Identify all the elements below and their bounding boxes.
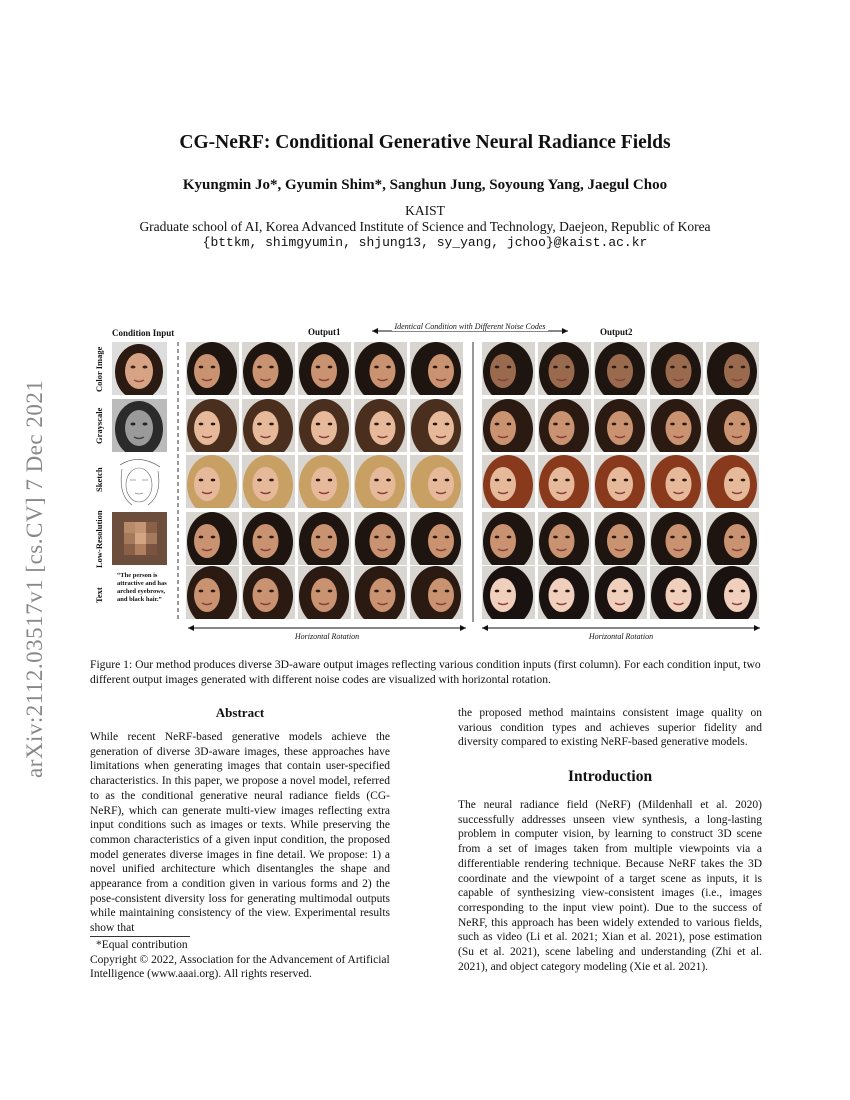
- output-face-r4-c0: [186, 566, 239, 619]
- output-face-r0-c4: [410, 342, 463, 395]
- condition-grayscale-image: [112, 399, 167, 452]
- row-label-text: Text: [94, 587, 104, 603]
- output-face-r0-c5: [482, 342, 535, 395]
- output-face-r3-c9: [706, 512, 759, 565]
- output-separator: [471, 342, 475, 622]
- output-face-r3-c2: [298, 512, 351, 565]
- output-face-r2-c9: [706, 455, 759, 508]
- abstract-heading: Abstract: [215, 705, 265, 720]
- output-face-r2-c7: [594, 455, 647, 508]
- figure-caption: Figure 1: Our method produces diverse 3D-aware output images reflecting various condition inputs (first column). For each condition input, two different output images generated with different noise codes are visualized with horizontal rotation.: [90, 658, 761, 686]
- condition-low-resolution-image: [112, 512, 167, 565]
- author-list: Kyungmin Jo*, Gyumin Shim*, Sanghun Jung, Soyoung Yang, Jaegul Choo: [182, 177, 668, 193]
- output-face-r4-c6: [538, 566, 591, 619]
- output-face-r4-c7: [594, 566, 647, 619]
- output2-header: Output2: [600, 327, 633, 337]
- row-label-low-resolution: Low-Resolution: [94, 510, 104, 568]
- output1-header: Output1: [308, 327, 341, 337]
- output-face-r1-c7: [594, 399, 647, 452]
- output-face-r2-c6: [538, 455, 591, 508]
- output-face-r2-c4: [410, 455, 463, 508]
- rotation-label-left: Horizontal Rotation: [294, 632, 360, 641]
- paper-title: CG-NeRF: Conditional Generative Neural Radiance Fields: [179, 132, 671, 153]
- output-face-r3-c5: [482, 512, 535, 565]
- figure-1: [90, 322, 762, 644]
- output-face-r2-c0: [186, 455, 239, 508]
- output-face-r0-c3: [354, 342, 407, 395]
- output-face-r3-c3: [354, 512, 407, 565]
- output-face-r4-c9: [706, 566, 759, 619]
- output-face-r0-c6: [538, 342, 591, 395]
- footnote: [90, 936, 410, 982]
- output-face-r0-c2: [298, 342, 351, 395]
- row-label-grayscale: Grayscale: [94, 407, 104, 444]
- output-face-r1-c6: [538, 399, 591, 452]
- output-face-r2-c8: [650, 455, 703, 508]
- output-face-r2-c5: [482, 455, 535, 508]
- condition-input-header: Condition Input: [112, 328, 175, 338]
- output-face-r2-c2: [298, 455, 351, 508]
- output-face-r1-c8: [650, 399, 703, 452]
- output-face-r0-c0: [186, 342, 239, 395]
- output-face-r4-c3: [354, 566, 407, 619]
- output-face-r1-c9: [706, 399, 759, 452]
- output-face-r3-c8: [650, 512, 703, 565]
- output-face-r3-c1: [242, 512, 295, 565]
- svg-text:arXiv:2112.03517v1 [cs.CV] 7: arXiv:2112.03517v1 [cs.CV] 7 Dec 2021: [22, 379, 47, 778]
- output-face-r2-c3: [354, 455, 407, 508]
- affiliation-institution: KAIST: [405, 203, 445, 218]
- output-face-r3-c7: [594, 512, 647, 565]
- output-face-r1-c4: [410, 399, 463, 452]
- output-face-r1-c3: [354, 399, 407, 452]
- condition-text-description: “The person is attractive and has arched eyebrows, and black hair.”: [117, 572, 167, 603]
- abstract-continuation: the proposed method maintains consistent image quality on various condition types and achieves superior fidelity and diversity compared to existing NeRF-based generative models.: [458, 707, 762, 749]
- output-face-r3-c4: [410, 512, 463, 565]
- affiliation-address: Graduate school of AI, Korea Advanced Institute of Science and Technology, Daejeon, Republic of Korea: [139, 219, 711, 234]
- output-face-r0-c9: [706, 342, 759, 395]
- output-face-r1-c2: [298, 399, 351, 452]
- row-label-color-image: Color Image: [94, 346, 104, 392]
- introduction-text: The neural radiance field (NeRF) (Mildenhall et al. 2020) successfully addresses unseen view synthesis, a long-lasting problem in computer vision, by learning to construct 3D scene from a set of images taken from multiple viewpoints via a differentiable rendering technique. Because NeRF takes the 3D coordinate and the viewpoint of a target scene as inputs, it is capable of synthesizing view-consistent images (i.e., images corresponding to the input view point). Due to the success of NeRF, this approach has been widely extended to various fields, such as video (Li et al. 2021; Xian et al. 2021), pose estimation (Su et al. 2021), scene labeling and understanding (Zhi et al. 2021), and object category modeling (Xie et al. 2021).: [458, 799, 762, 973]
- condition-color-image: [112, 342, 167, 395]
- output-face-r0-c8: [650, 342, 703, 395]
- output-face-r3-c0: [186, 512, 239, 565]
- output-face-r1-c0: [186, 399, 239, 452]
- rotation-label-right: Horizontal Rotation: [588, 632, 654, 641]
- footnote-equal-contribution: *Equal contribution: [96, 939, 188, 951]
- output-face-r4-c8: [650, 566, 703, 619]
- condition-sketch-image: [112, 455, 167, 508]
- output-face-r0-c7: [594, 342, 647, 395]
- output-face-r1-c1: [242, 399, 295, 452]
- output-face-r3-c6: [538, 512, 591, 565]
- output-face-r4-c4: [410, 566, 463, 619]
- footnote-copyright: Copyright © 2022, Association for the Advancement of Artificial Intelligence (www.aaai.org). All rights reserved.: [90, 953, 390, 980]
- output-face-r4-c1: [242, 566, 295, 619]
- arxiv-stamp: [6, 300, 56, 780]
- output-face-r4-c5: [482, 566, 535, 619]
- row-label-sketch: Sketch: [94, 467, 104, 492]
- output-face-r0-c1: [242, 342, 295, 395]
- abstract-text: While recent NeRF-based generative models achieve the generation of diverse 3D-aware images, these approaches have limitations when generating images that contain user-specified characteristics. In this paper, we propose a novel model, referred to as the conditional generative neural radiance fields (CG-NeRF), which can generate multi-view images reflecting extra input conditions such as images or texts. While preserving the common characteristics of a given input condition, the proposed model generates diverse images in fine detail. We propose: 1) a novel unified architecture which disentangles the shape and appearance from a condition given in various forms and 2) the pose-consistent diversity loss for generating multimodal outputs while maintaining consistency of the view. Experimental results show that: [90, 731, 390, 935]
- output-face-r2-c1: [242, 455, 295, 508]
- output-face-r1-c5: [482, 399, 535, 452]
- introduction-heading: Introduction: [567, 768, 653, 785]
- noise-codes-label: Identical Condition with Different Noise Codes: [394, 322, 546, 331]
- output-face-r4-c2: [298, 566, 351, 619]
- affiliation-emails: {bttkm, shimgyumin, shjung13, sy_yang, jchoo}@kaist.ac.kr: [202, 235, 648, 250]
